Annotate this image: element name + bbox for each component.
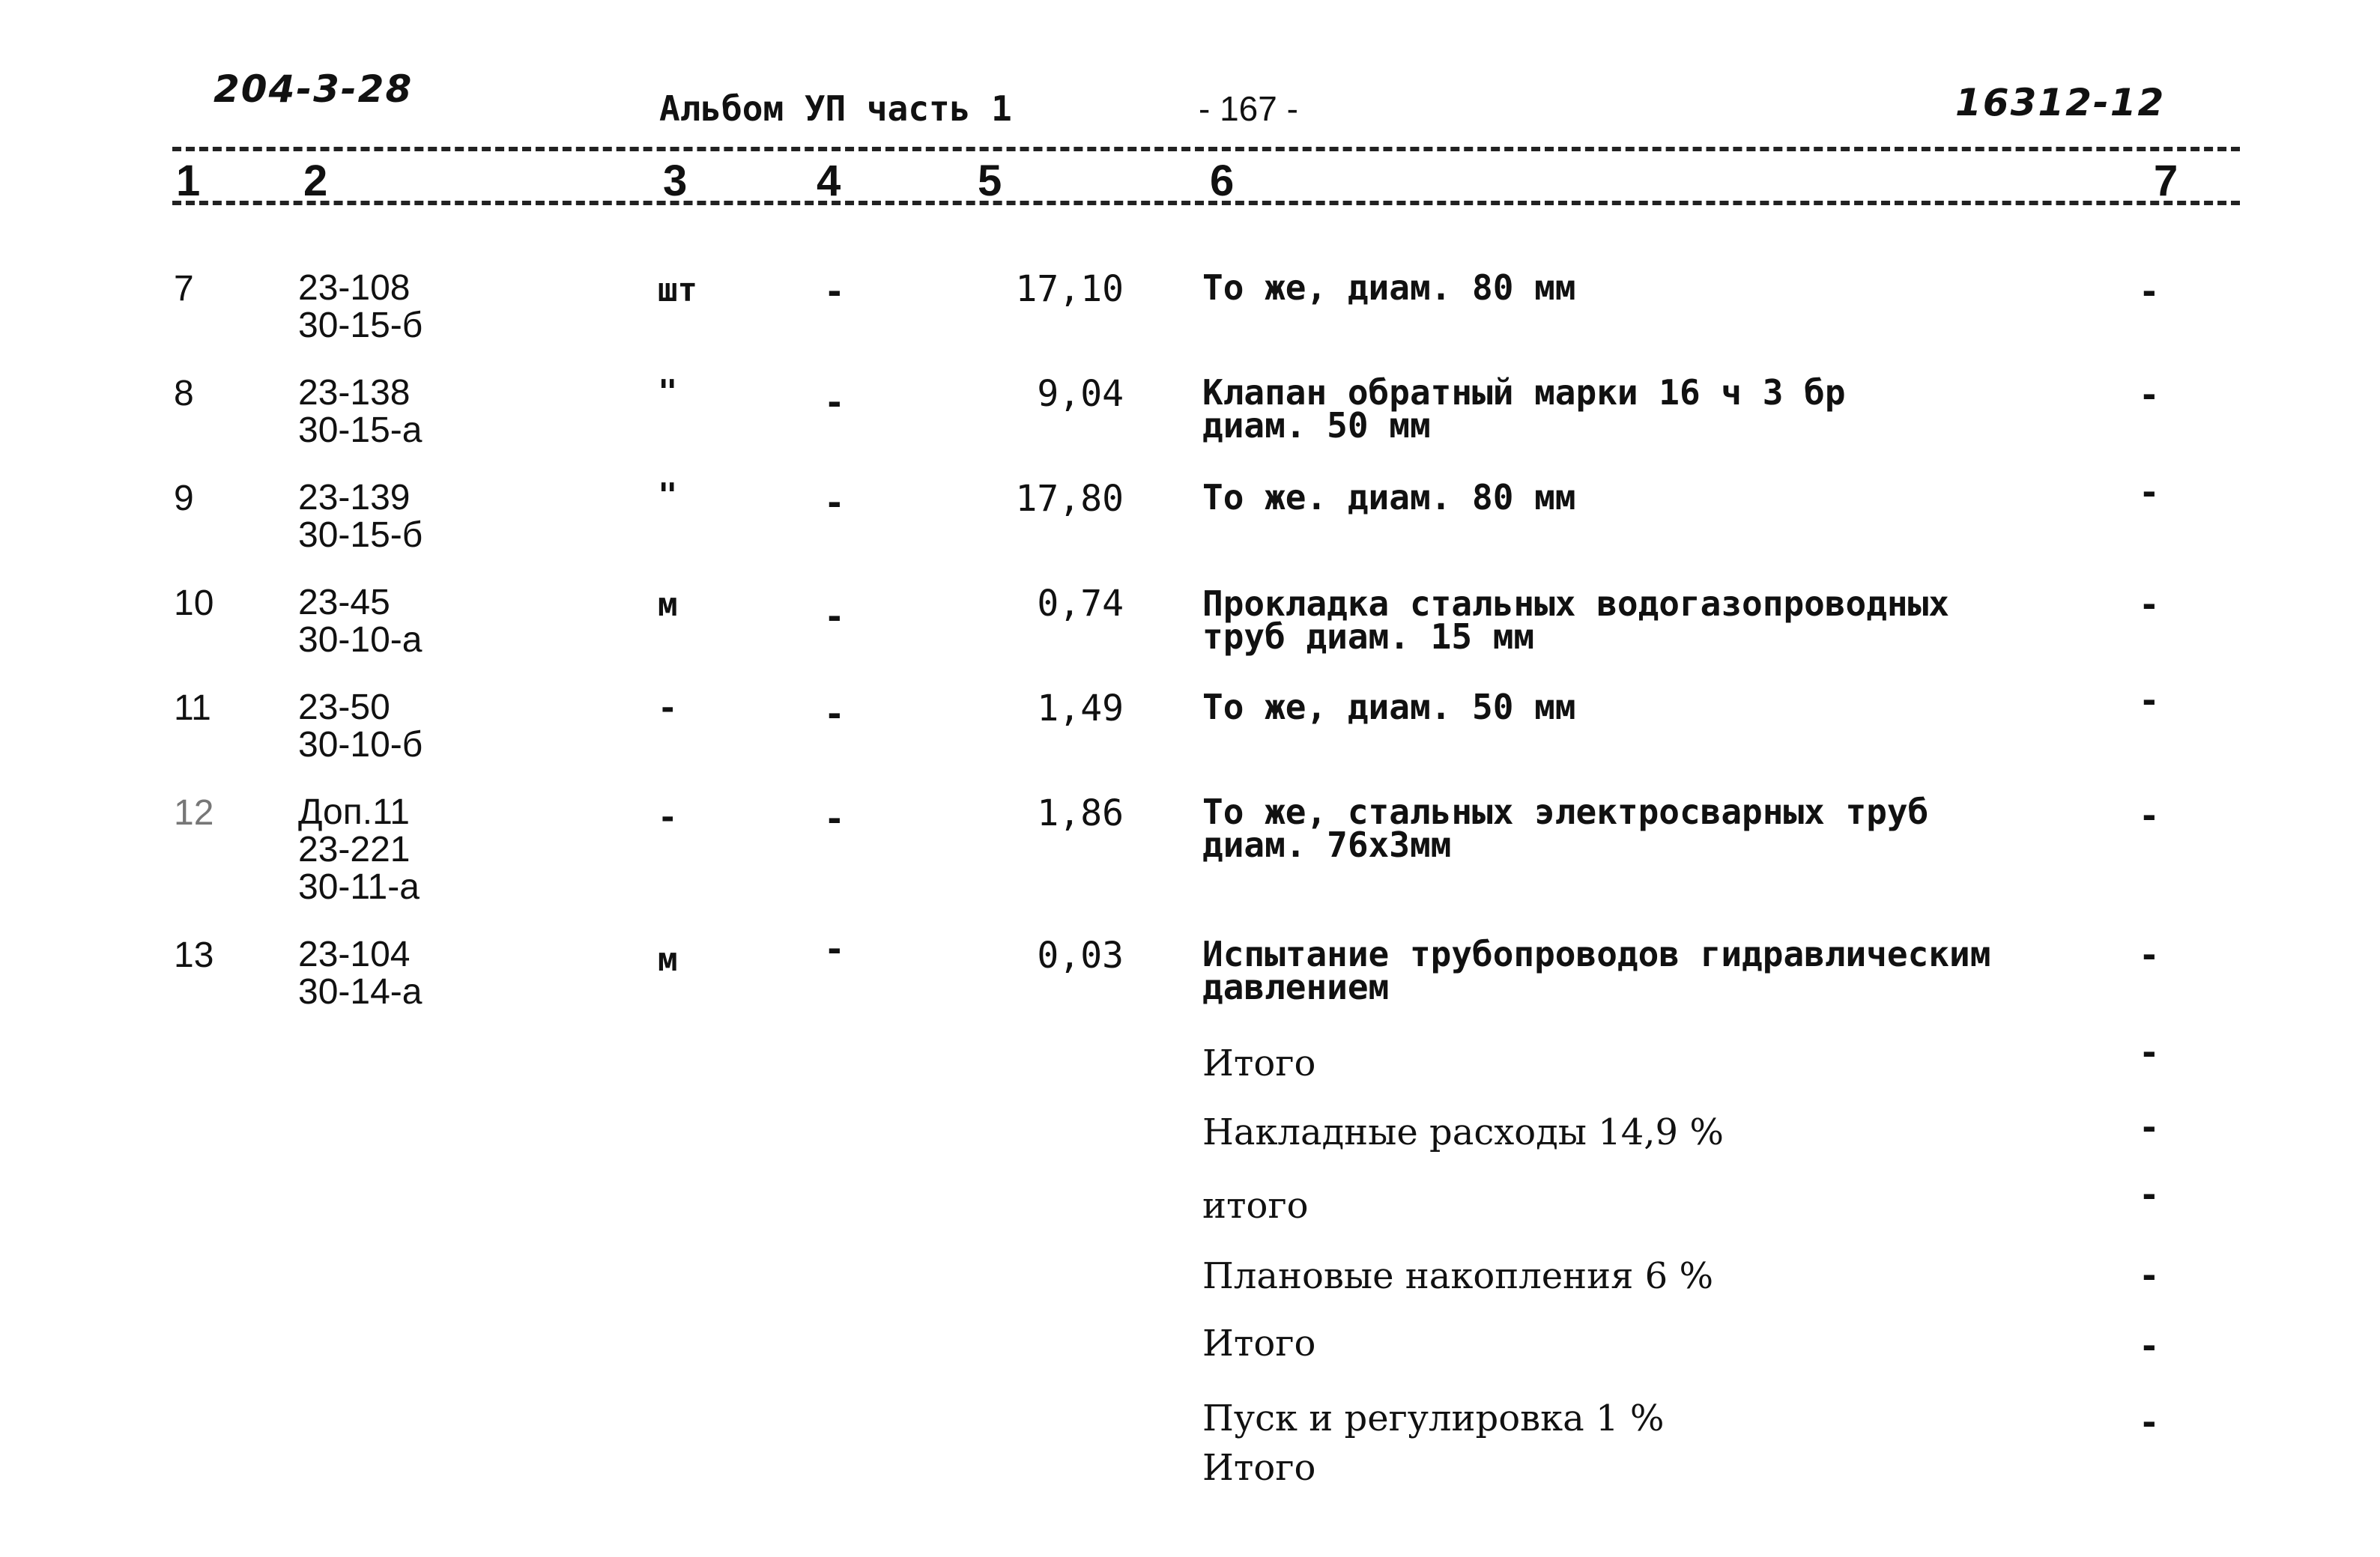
code-line: 23-138 bbox=[298, 373, 411, 413]
column-number: 6 bbox=[1210, 157, 1235, 205]
description-cell bbox=[1202, 687, 1576, 727]
column7-cell: - bbox=[2139, 795, 2160, 836]
description-line: диам. 50 мм bbox=[1202, 405, 1431, 446]
code-line: 30-14-а bbox=[298, 972, 423, 1012]
column7-cell: - bbox=[2139, 584, 2160, 625]
left-stamp: 204-3-28 bbox=[214, 67, 414, 111]
column7-cell: - bbox=[2139, 935, 2160, 975]
code-line: 30-11-а bbox=[298, 867, 420, 907]
summary-label: Итого bbox=[1202, 1447, 1316, 1489]
value-cell: 0,03 bbox=[1037, 935, 1124, 977]
value-cell: 0,74 bbox=[1037, 583, 1124, 625]
value-cell: 1,86 bbox=[1037, 792, 1124, 834]
code-line: 30-10-б bbox=[298, 725, 423, 765]
summary-column7: - bbox=[2139, 1032, 2160, 1072]
code-line: 30-10-а bbox=[298, 620, 423, 660]
summary-label: Пуск и регулировка 1 % bbox=[1202, 1397, 1665, 1439]
column4-cell: - bbox=[824, 693, 845, 734]
column4-cell: - bbox=[824, 271, 845, 312]
album-title: Альбом УП часть 1 bbox=[659, 88, 1012, 129]
code-cell bbox=[298, 584, 422, 659]
code-line: 30-15-а bbox=[298, 410, 423, 450]
column-header-divider bbox=[172, 201, 2240, 205]
row-number: 12 bbox=[174, 793, 214, 833]
description-line: То же, стальных электросварных труб bbox=[1202, 792, 1929, 832]
column-number: 4 bbox=[817, 157, 841, 205]
column-number: 7 bbox=[2154, 157, 2178, 205]
description-cell bbox=[1202, 267, 1576, 308]
column7-cell: - bbox=[2139, 472, 2160, 512]
code-cell bbox=[298, 270, 423, 345]
column-number: 3 bbox=[663, 157, 688, 205]
description-cell bbox=[1202, 583, 1949, 657]
code-line: 23-50 bbox=[298, 688, 390, 727]
summary-label: Накладные расходы 14,9 % bbox=[1202, 1111, 1724, 1153]
description-line: То же. диам. 80 мм bbox=[1202, 477, 1576, 518]
summary-column7: - bbox=[2139, 1255, 2160, 1296]
description-line: Прокладка стальных водогазопроводных bbox=[1202, 583, 1949, 624]
code-line: 30-15-б bbox=[298, 515, 423, 555]
description-line: давлением bbox=[1202, 967, 1390, 1007]
code-cell bbox=[298, 689, 423, 764]
row-number: 13 bbox=[174, 935, 214, 975]
unit-cell: м bbox=[658, 586, 678, 624]
column4-cell: - bbox=[824, 798, 845, 839]
column7-cell: - bbox=[2139, 680, 2160, 720]
description-line: Испытание трубопроводов гидравлическим bbox=[1202, 934, 1991, 974]
description-line: диам. 76х3мм bbox=[1202, 825, 1452, 865]
right-stamp: 16312-12 bbox=[1955, 81, 2166, 124]
summary-label: Итого bbox=[1202, 1323, 1316, 1365]
code-cell bbox=[298, 936, 422, 1011]
row-number: 8 bbox=[174, 374, 194, 413]
summary-column7: - bbox=[2139, 1402, 2160, 1442]
summary-column7: - bbox=[2139, 1174, 2160, 1215]
unit-cell: - bbox=[658, 798, 678, 837]
summary-column7: - bbox=[2139, 1107, 2160, 1147]
code-cell bbox=[298, 479, 423, 554]
column7-cell: - bbox=[2139, 271, 2160, 312]
summary-label: Итого bbox=[1202, 1042, 1316, 1084]
value-cell: 9,04 bbox=[1037, 373, 1124, 415]
unit-cell: - bbox=[658, 689, 678, 727]
code-line: 23-139 bbox=[298, 478, 411, 518]
column-number: 1 bbox=[176, 157, 201, 205]
code-line: 23-104 bbox=[298, 935, 411, 974]
description-line: То же, диам. 80 мм bbox=[1202, 267, 1576, 308]
value-cell: 1,49 bbox=[1037, 688, 1124, 729]
column4-cell: - bbox=[824, 929, 845, 969]
description-cell bbox=[1202, 477, 1576, 518]
column-number: 5 bbox=[978, 157, 1002, 205]
unit-cell: " bbox=[658, 373, 678, 411]
column7-cell: - bbox=[2139, 374, 2160, 415]
column4-cell: - bbox=[824, 382, 845, 422]
description-line: Клапан обратный марки 16 ч 3 бр bbox=[1202, 372, 1846, 413]
summary-label: Плановые накопления 6 % bbox=[1202, 1255, 1714, 1297]
unit-cell: м bbox=[658, 941, 678, 979]
column4-cell: - bbox=[824, 482, 845, 523]
row-number: 10 bbox=[174, 583, 214, 623]
description-line: труб диам. 15 мм bbox=[1202, 616, 1535, 657]
code-cell bbox=[298, 374, 422, 449]
summary-label: итого bbox=[1202, 1185, 1309, 1227]
code-line: 23-45 bbox=[298, 583, 390, 622]
row-number: 7 bbox=[174, 269, 194, 309]
code-line: 23-108 bbox=[298, 268, 411, 308]
code-line: Доп.11 bbox=[298, 792, 410, 832]
code-line: 23-221 bbox=[298, 830, 411, 869]
description-cell bbox=[1202, 934, 1991, 1007]
description-line: То же, диам. 50 мм bbox=[1202, 687, 1576, 727]
row-number: 11 bbox=[174, 688, 211, 728]
unit-cell: шт bbox=[658, 271, 697, 309]
column4-cell: - bbox=[824, 596, 845, 637]
value-cell: 17,80 bbox=[1015, 478, 1124, 520]
column-number: 2 bbox=[303, 157, 328, 205]
code-cell bbox=[298, 794, 420, 906]
summary-column7: - bbox=[2139, 1326, 2160, 1366]
unit-cell: " bbox=[658, 476, 678, 515]
description-cell bbox=[1202, 792, 1929, 865]
code-line: 30-15-б bbox=[298, 306, 423, 345]
row-number: 9 bbox=[174, 479, 194, 518]
header-divider bbox=[172, 147, 2240, 151]
value-cell: 17,10 bbox=[1015, 268, 1124, 310]
page-number: - 167 - bbox=[1199, 89, 1298, 128]
description-cell bbox=[1202, 372, 1846, 446]
